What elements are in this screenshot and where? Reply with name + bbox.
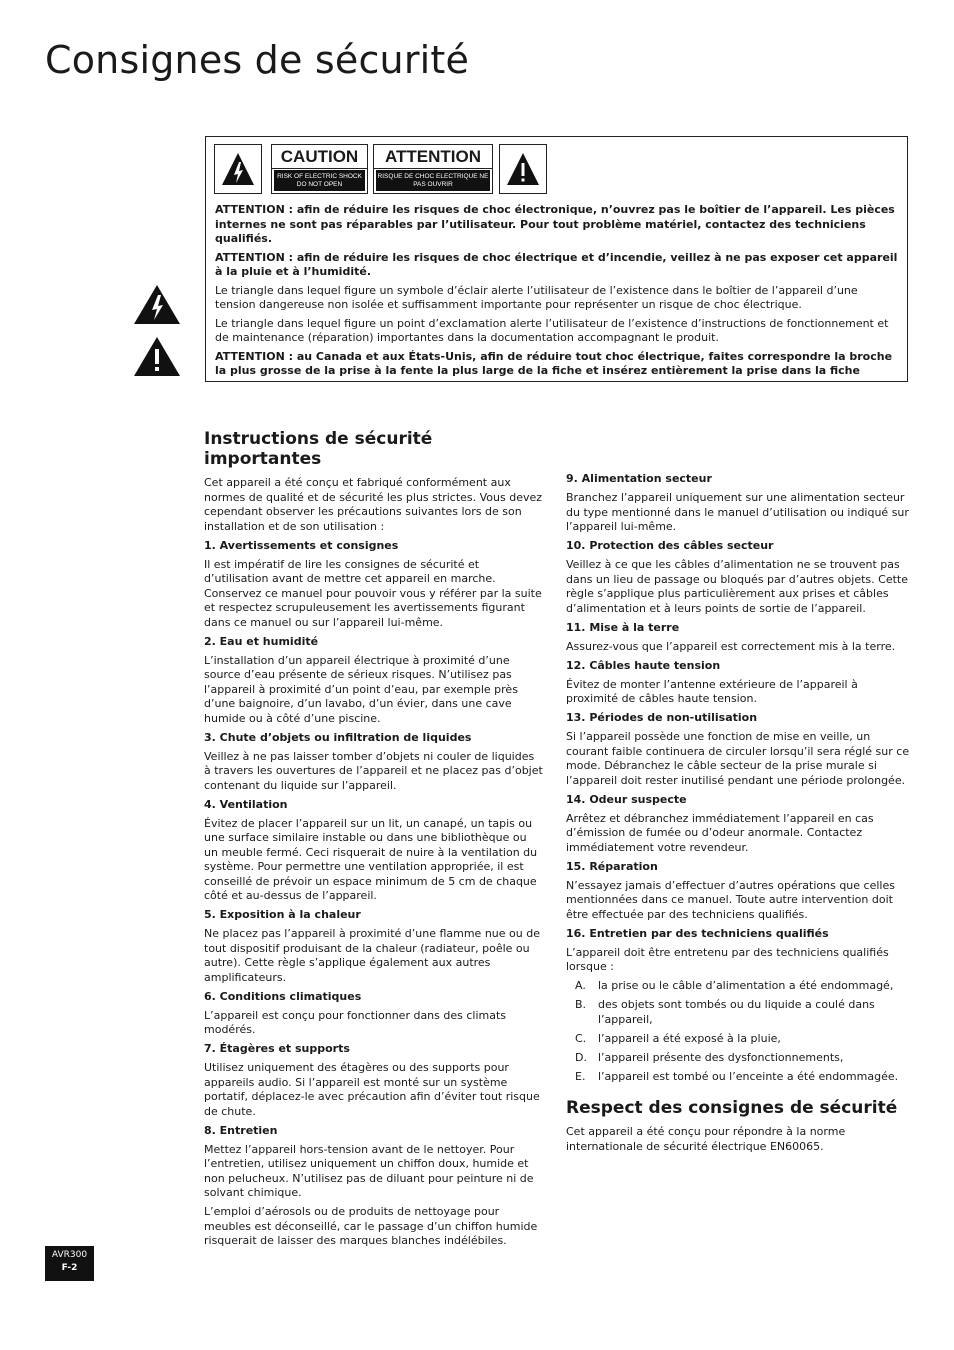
- item-text: L’emploi d’aérosols ou de produits de nettoyage pour meubles est déconseillé, car le passage d’un chiffon humide risquerait de laisser des marques blanches indélébiles.: [204, 1205, 538, 1247]
- item-title: 9. Alimentation secteur: [566, 472, 712, 485]
- item-title: 16. Entretien par des techniciens qualifiés: [566, 926, 829, 940]
- item-text: Il est impératif de lire les consignes de sécurité et d’utilisation avant de mettre cet appareil en marche. Conservez ce manuel pour pouvoir vous y référer par la suite et respectez scrupuleusement les avertissements figurant dans ce manuel ou sur l’appareil lui-même.: [204, 557, 542, 629]
- side-warning-icons: [133, 284, 181, 382]
- left-column: [204, 429, 544, 1253]
- section-heading: Respect des consignes de sécurité: [566, 1098, 898, 1118]
- item-text: Évitez de placer l’appareil sur un lit, un canapé, un tapis ou une surface similaire instable ou dans une bibliothèque ou un meuble fermé. Ceci risquerait de nuire à la ventilation du système. Pour permettre une ventilation appropriée, il est conseillé de prévoir un espace minimum de 5 cm de chaque côté et au-dessus de l’appareil.: [204, 816, 538, 902]
- respect-text: Cet appareil a été conçu pour répondre à la norme internationale de sécurité électrique EN60065.: [566, 1125, 846, 1153]
- item-title: 3. Chute d’objets ou infiltration de liquides: [204, 730, 472, 744]
- list-item: [566, 1032, 910, 1047]
- list-letter: E.: [575, 1069, 586, 1083]
- item-text: Évitez de monter l’antenne extérieure de l’appareil à proximité de câbles haute tension.: [566, 677, 858, 705]
- item-title: 2. Eau et humidité: [204, 634, 319, 648]
- warning-paragraph-1: ATTENTION : afin de réduire les risques de choc électronique, n’ouvrez pas le boîtier de l’appareil. Les pièces internes ne sont pas réparables par l’utilisateur. Pour tout problème matériel, contactez des techniciens qualifiés.: [215, 203, 895, 245]
- model-name: AVR300: [51, 1250, 88, 1260]
- item-title: 5. Exposition à la chaleur: [204, 908, 361, 921]
- item-text: Branchez l’appareil uniquement sur une alimentation secteur du type mentionné dans le manuel d’utilisation ou indiqué sur l’appareil lui-même.: [566, 491, 909, 533]
- exclamation-triangle-icon: [133, 336, 181, 378]
- warning-paragraph-4: Le triangle dans lequel figure un point d’exclamation alerte l’utilisateur de l’existence d’instructions de fonctionnement et de maintenance (réparation) importantes dans la documentation accompagnant le produit.: [215, 316, 889, 344]
- item-text: Assurez-vous que l’appareil est correctement mis à la terre.: [566, 639, 896, 653]
- caution-label: [271, 144, 368, 194]
- list-letter: C.: [575, 1031, 587, 1045]
- item-text: N’essayez jamais d’effectuer d’autres opérations que celles mentionnées dans ce manuel. Toute autre intervention doit être effectuée par des techniciens qualifiés.: [566, 878, 895, 921]
- exclamation-triangle-icon: [499, 144, 547, 194]
- item-title: 6. Conditions climatiques: [204, 989, 362, 1003]
- warning-paragraph-5: ATTENTION : au Canada et aux États-Unis, afin de réduire tout choc électrique, faites correspondre la broche la plus grosse de la prise à la fente la plus large de la fiche et insérez entièrement la prise dans la fiche: [215, 349, 893, 377]
- item-title: 12. Câbles haute tension: [566, 658, 721, 672]
- attention-subtext: RISQUE DE CHOC ELECTRIQUE NE PAS OUVRIR: [376, 170, 490, 191]
- page-number: F-2: [61, 1263, 78, 1273]
- item-text: Veillez à ne pas laisser tomber d’objets ni couler de liquides à travers les ouvertures de l’appareil et ne placez pas d’objet contenant du liquide sur l’appareil.: [204, 749, 543, 792]
- item-text: Arrêtez et débranchez immédiatement l’appareil en cas d’émission de fumée ou d’odeur anormale. Contactez immédiatement votre revendeur.: [566, 811, 874, 854]
- list-text: l’appareil a été exposé à la pluie,: [598, 1031, 781, 1045]
- list-letter: D.: [575, 1050, 587, 1064]
- warning-paragraph-2: ATTENTION : afin de réduire les risques de choc électrique et d’incendie, veillez à ne pas exposer cet appareil à la pluie et à l’humidité.: [215, 250, 898, 278]
- item-title: 14. Odeur suspecte: [566, 792, 687, 806]
- item-text: L’appareil doit être entretenu par des techniciens qualifiés lorsque :: [566, 945, 889, 973]
- list-item: [566, 998, 910, 1027]
- item-text: Veillez à ce que les câbles d’alimentation ne se trouvent pas dans un lieu de passage ou bloqués par d’autres objets. Cette règle s’applique plus particulièrement aux prises et câbles d’alimentation et à leurs points de sortie de l’appareil.: [566, 558, 908, 615]
- list-text: l’appareil présente des dysfonctionnements,: [598, 1050, 844, 1064]
- item-title: 11. Mise à la terre: [566, 620, 680, 634]
- item-title: 13. Périodes de non-utilisation: [566, 711, 758, 724]
- intro-text: Cet appareil a été conçu et fabriqué conformément aux normes de qualité et de sécurité les plus strictes. Vous devez cependant observer les précautions suivantes lors de son installation et de son utilisation :: [204, 476, 543, 533]
- list-text: la prise ou le câble d’alimentation a été endommagé,: [598, 979, 894, 992]
- list-letter: B.: [575, 998, 587, 1011]
- item-text: Ne placez pas l’appareil à proximité d’une flamme nue ou de tout dispositif produisant de la chaleur (radiateur, poêle ou autre). Cette règle s’applique également aux autres amplificateurs.: [204, 927, 540, 984]
- page-footer-badge: [45, 1246, 94, 1281]
- item-text: L’installation d’un appareil électrique à proximité d’une source d’eau présente de sérieux risques. N’utilisez pas l’appareil à proximité d’un point d’eau, par exemple près d’une baignoire, d’un lavabo, d’un évier, dans une cave humide ou à côté d’une piscine.: [204, 653, 518, 725]
- item-title: 1. Avertissements et consignes: [204, 538, 399, 552]
- lightning-triangle-icon: [214, 144, 262, 194]
- item-text: L’appareil est conçu pour fonctionner dans des climats modérés.: [204, 1008, 507, 1036]
- caution-subtext: RISK OF ELECTRIC SHOCK DO NOT OPEN: [274, 170, 365, 191]
- item-text: Mettez l’appareil hors-tension avant de le nettoyer. Pour l’entretien, utilisez uniquement un chiffon doux, humide et non pelucheux. N’utilisez pas de diluant pour peinture ni de solvant chimique.: [204, 1142, 534, 1199]
- list-item: [566, 1051, 910, 1066]
- item-title: 7. Étagères et supports: [204, 1042, 350, 1055]
- item-title: 10. Protection des câbles secteur: [566, 539, 774, 552]
- attention-label: [373, 144, 493, 194]
- item-title: 15. Réparation: [566, 859, 658, 873]
- caution-label-row: [214, 144, 554, 196]
- list-letter: A.: [575, 979, 586, 992]
- right-column: [566, 472, 910, 1159]
- item-text: Utilisez uniquement des étagères ou des supports pour appareils audio. Si l’appareil est monté sur un système portatif, déplacez-le avec précaution afin d’éviter tout risque de chute.: [204, 1061, 540, 1118]
- item-title: 8. Entretien: [204, 1123, 278, 1137]
- attention-label-text: ATTENTION: [374, 145, 492, 169]
- lightning-triangle-icon: [133, 284, 181, 326]
- caution-label-text: CAUTION: [272, 145, 367, 169]
- warning-text: [215, 203, 901, 383]
- warning-box: [205, 136, 908, 382]
- warning-paragraph-3: Le triangle dans lequel figure un symbole d’éclair alerte l’utilisateur de l’existence dans le boîtier de l’appareil d’une tension dangereuse non isolée et suffisamment importante pour représenter un risque de choc électrique.: [215, 283, 858, 311]
- page-title: Consignes de sécurité: [45, 38, 470, 82]
- list-item: [566, 979, 910, 994]
- section-heading: Instructions de sécurité importantes: [204, 429, 433, 469]
- list-item: [566, 1070, 910, 1085]
- list-text: l’appareil est tombé ou l’enceinte a été endommagée.: [598, 1069, 899, 1083]
- item-title: 4. Ventilation: [204, 797, 288, 811]
- item-text: Si l’appareil possède une fonction de mise en veille, un courant faible continuera de circuler lorsqu’il sera réglé sur ce mode. Débranchez le câble secteur de la prise murale si l’appareil doit rester inutilisé pendant une période prolongée.: [566, 730, 910, 787]
- list-text: des objets sont tombés ou du liquide a coulé dans l’appareil,: [598, 998, 875, 1026]
- service-conditions-list: [566, 979, 910, 1084]
